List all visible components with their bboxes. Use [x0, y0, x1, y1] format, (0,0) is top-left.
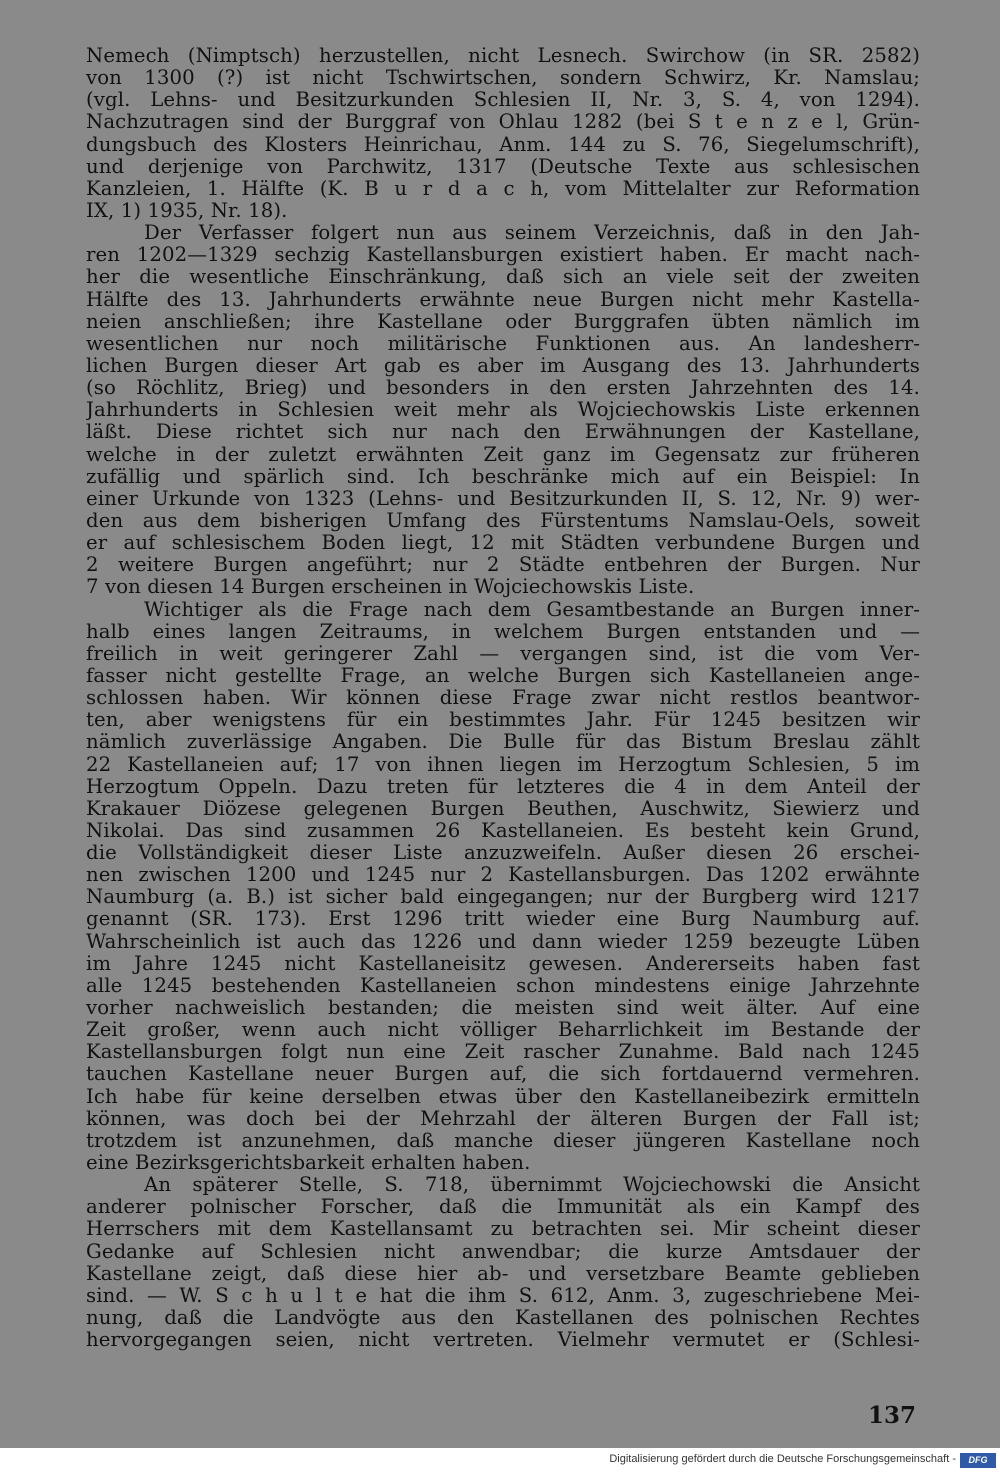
- body-text: [86, 45, 920, 1351]
- text-line: her die wesentliche Einschränkung, daß sich an viele seit der zweiten: [86, 266, 920, 289]
- text-line: können, was doch bei der Mehrzahl der älteren Burgen der Fall ist;: [86, 1107, 920, 1130]
- text-line: nen zwischen 1200 und 1245 nur 2 Kastellansburgen. Das 1202 erwähnte: [86, 864, 920, 887]
- text-line: nung, daß die Landvögte aus den Kastellanen des polnischen Rechtes: [86, 1307, 920, 1330]
- text-line: 7 von diesen 14 Burgen erscheinen in Wojciechowskis Liste.: [86, 576, 695, 599]
- text-line: 22 Kastellaneien auf; 17 von ihnen liegen im Herzogtum Schlesien, 5 im: [86, 753, 920, 776]
- dfg-logo: DFG: [960, 1453, 996, 1468]
- text-line: eine Bezirksgerichtsbarkeit erhalten haben.: [86, 1152, 531, 1175]
- text-line: Wahrscheinlich ist auch das 1226 und dann wieder 1259 bezeugte Lüben: [86, 930, 920, 953]
- text-line: tauchen Kastellane neuer Burgen auf, die sich fortdauernd vermehren.: [86, 1063, 920, 1086]
- text-line: hervorgegangen seien, nicht vertreten. Vielmehr vermutet er (Schlesi-: [86, 1329, 920, 1352]
- text-line: ten, aber wenigstens für ein bestimmtes Jahr. Für 1245 besitzen wir: [86, 709, 920, 732]
- text-line: 2 weitere Burgen angeführt; nur 2 Städte entbehren der Burgen. Nur: [86, 554, 920, 577]
- text-line: Der Verfasser folgert nun aus seinem Verzeichnis, daß in den Jah-: [144, 222, 920, 245]
- text-line: Kanzleien, 1. Hälfte (K. B u r d a c h, vom Mittelalter zur Reformation: [86, 177, 920, 200]
- text-line: Nemech (Nimptsch) herzustellen, nicht Lesnech. Swirchow (in SR. 2582): [86, 45, 920, 67]
- footer-credit: Digitalisierung gefördert durch die Deutsche Forschungsgemeinschaft -: [609, 1453, 956, 1465]
- text-line: Nikolai. Das sind zusammen 26 Kastellaneien. Es besteht kein Grund,: [86, 819, 920, 842]
- text-line: welche in der zuletzt erwähnten Zeit ganz im Gegensatz zur früheren: [86, 443, 920, 466]
- text-line: (vgl. Lehns- und Besitzurkunden Schlesien II, Nr. 3, S. 4, von 1294).: [86, 89, 920, 112]
- text-line: (so Röchlitz, Brieg) und besonders in den ersten Jahrzehnten des 14.: [86, 377, 920, 400]
- text-line: neien anschließen; ihre Kastellane oder Burggrafen übten nämlich im: [86, 310, 920, 333]
- text-line: vorher nachweislich bestanden; die meisten sind weit älter. Auf eine: [86, 997, 920, 1020]
- footer-bar: [0, 1448, 1000, 1473]
- text-line: die Vollständigkeit dieser Liste anzuzweifeln. Außer diesen 26 erschei-: [86, 842, 920, 865]
- text-line: halb eines langen Zeitraums, in welchem Burgen entstanden und —: [86, 620, 920, 643]
- text-line: im Jahre 1245 nicht Kastellaneisitz gewesen. Andererseits haben fast: [86, 952, 920, 975]
- text-line: nämlich zuverlässige Angaben. Die Bulle für das Bistum Breslau zählt: [86, 731, 920, 754]
- text-line: er auf schlesischem Boden liegt, 12 mit Städten verbundene Burgen und: [86, 532, 920, 555]
- text-line: von 1300 (?) ist nicht Tschwirtschen, sondern Schwirz, Kr. Namslau;: [86, 67, 920, 90]
- text-line: sind. — W. S c h u l t e hat die ihm S. 612, Anm. 3, zugeschriebene Mei-: [86, 1284, 920, 1307]
- text-line: Jahrhunderts in Schlesien weit mehr als Wojciechowskis Liste erkennen: [86, 399, 920, 422]
- text-line: alle 1245 bestehenden Kastellaneien schon mindestens einige Jahrzehnte: [86, 974, 920, 997]
- text-line: Naumburg (a. B.) ist sicher bald eingegangen; nur der Burgberg wird 1217: [86, 886, 920, 909]
- text-line: Herzogtum Oppeln. Dazu treten für letzteres die 4 in dem Anteil der: [86, 775, 920, 798]
- text-line: Zeit großer, wenn auch nicht völliger Beharrlichkeit im Bestande der: [86, 1019, 920, 1042]
- text-line: dungsbuch des Klosters Heinrichau, Anm. 144 zu S. 76, Siegelumschrift),: [86, 133, 920, 156]
- text-line: lichen Burgen dieser Art gab es aber im Ausgang des 13. Jahrhunderts: [86, 354, 920, 377]
- text-line: einer Urkunde von 1323 (Lehns- und Besitzurkunden II, S. 12, Nr. 9) wer-: [86, 487, 920, 510]
- text-line: wesentlichen nur noch militärische Funktionen aus. An landesherr-: [86, 332, 920, 355]
- text-line: den aus dem bisherigen Umfang des Fürstentums Namslau-Oels, soweit: [86, 509, 920, 532]
- text-line: freilich in weit geringerer Zahl — vergangen sind, ist die vom Ver-: [86, 642, 920, 665]
- text-line: und derjenige von Parchwitz, 1317 (Deutsche Texte aus schlesischen: [86, 155, 920, 178]
- text-line: fasser nicht gestellte Frage, an welche Burgen sich Kastellaneien ange-: [86, 664, 920, 687]
- text-line: Herrschers mit dem Kastellansamt zu betrachten sei. Mir scheint dieser: [86, 1218, 920, 1241]
- text-line: Ich habe für keine derselben etwas über den Kastellaneibezirk ermitteln: [86, 1085, 920, 1108]
- text-line: Nachzutragen sind der Burggraf von Ohlau 1282 (bei S t e n z e l, Grün-: [86, 111, 920, 134]
- text-line: Kastellansburgen folgt nun eine Zeit rascher Zunahme. Bald nach 1245: [86, 1041, 920, 1064]
- text-line: An späterer Stelle, S. 718, übernimmt Wojciechowski die Ansicht: [144, 1174, 920, 1197]
- text-line: ren 1202—1329 sechzig Kastellansburgen existiert haben. Er macht nach-: [86, 244, 920, 267]
- text-line: anderer polnischer Forscher, daß die Immunität als ein Kampf des: [86, 1196, 920, 1219]
- text-line: zufällig und spärlich sind. Ich beschränke mich auf ein Beispiel: In: [86, 465, 920, 488]
- text-line: Wichtiger als die Frage nach dem Gesamtbestande an Burgen inner-: [144, 598, 920, 621]
- text-line: Hälfte des 13. Jahrhunderts erwähnte neue Burgen nicht mehr Kastella-: [86, 288, 920, 311]
- text-line: läßt. Diese richtet sich nur nach den Erwähnungen der Kastellane,: [86, 421, 920, 444]
- text-line: Krakauer Diözese gelegenen Burgen Beuthen, Auschwitz, Siewierz und: [86, 797, 920, 820]
- page-number: 137: [867, 1402, 916, 1429]
- text-line: IX, 1) 1935, Nr. 18).: [86, 199, 288, 222]
- text-line: Kastellane zeigt, daß diese hier ab- und versetzbare Beamte geblieben: [86, 1262, 920, 1285]
- text-line: genannt (SR. 173). Erst 1296 tritt wieder eine Burg Naumburg auf.: [86, 908, 920, 931]
- text-line: schlossen haben. Wir können diese Frage zwar nicht restlos beantwor-: [86, 687, 920, 710]
- text-line: trotzdem ist anzunehmen, daß manche dieser jüngeren Kastellane noch: [86, 1129, 920, 1152]
- text-line: Gedanke auf Schlesien nicht anwendbar; die kurze Amtsdauer der: [86, 1240, 920, 1263]
